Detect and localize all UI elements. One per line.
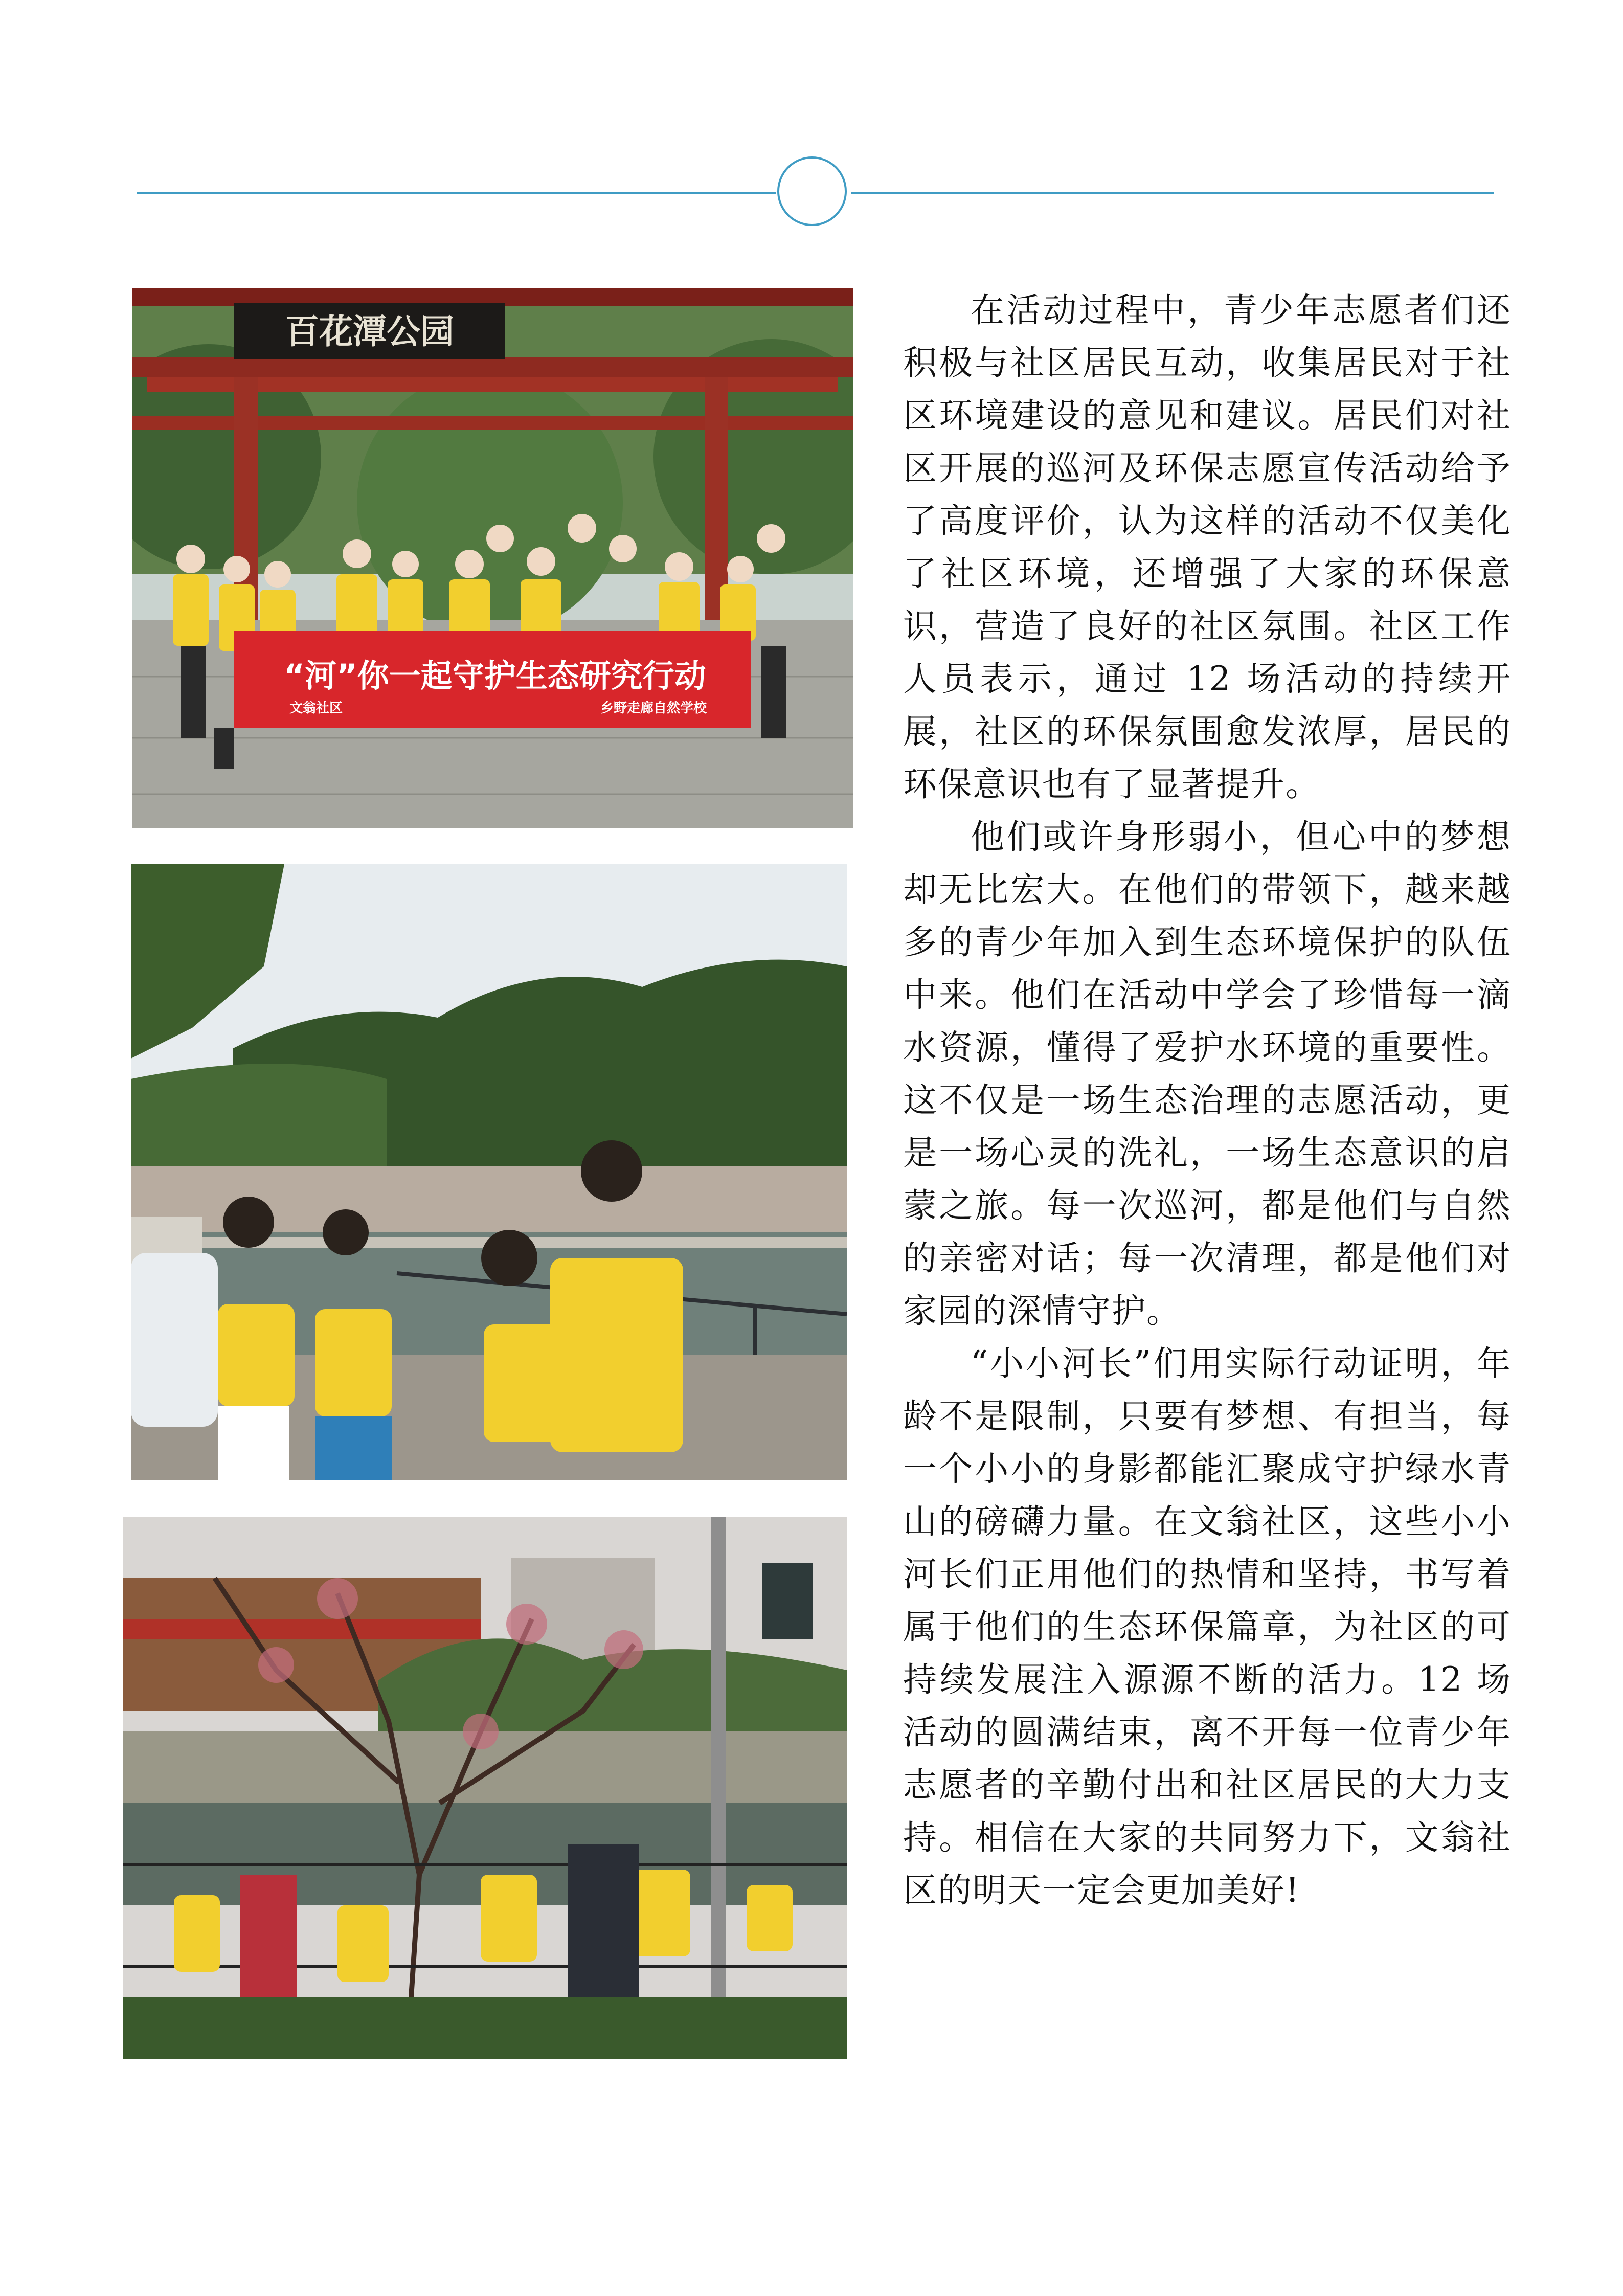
article-paragraph: 在活动过程中，青少年志愿者们还积极与社区居民互动，收集居民对于社区环境建设的意见和建议。居民们对社区开展的巡河及环保志愿宣传活动给予了高度评价，认为这样的活动不仅美化了社区环境，还增强了大家的环保意识，营造了良好的社区氛围。社区工作人员表示，通过 12 场活动的持续开展，社区的环保氛围愈发浓厚，居民的环保意识也有了显著提升。 xyxy=(903,290,1512,804)
banner-main-text: “河”你一起守护生态研究行动 xyxy=(284,657,706,694)
article-text xyxy=(903,284,1512,1917)
header-rule-left xyxy=(137,192,776,194)
park-gate-sign: 百花潭公园 xyxy=(285,312,454,351)
header-circle-ornament xyxy=(777,156,847,226)
article-paragraph: “小小河长”们用实际行动证明，年龄不是限制，只要有梦想、有担当，每一个小小的身影都能汇聚成守护绿水青山的磅礴力量。在文翁社区，这些小小河长们正用他们的热情和坚持，书写着属于他们的生态环保篇章，为社区的可持续发展注入源源不断的活力。12 场活动的圆满结束，离不开每一位青少年志愿者的辛勤付出和社区居民的大力支持。相信在大家的共同努力下，文翁社区的明天一定会更加美好! xyxy=(903,1344,1512,1910)
banner-left-text: 文翁社区 xyxy=(289,701,343,716)
article-paragraph: 他们或许身形弱小，但心中的梦想却无比宏大。在他们的带领下，越来越多的青少年加入到生态环境保护的队伍中来。他们在活动中学会了珍惜每一滴水资源，懂得了爱护水环境的重要性。这不仅是一场生态治理的志愿活动，更是一场心灵的洗礼，一场生态意识的启蒙之旅。每一次巡河，都是他们与自然的亲密对话；每一次清理，都是他们对家园的深情守护。 xyxy=(903,817,1512,1331)
header-rule-right xyxy=(851,192,1494,194)
photo-group-at-riverside-tree xyxy=(123,1517,847,2059)
banner-right-text: 乡野走廊自然学校 xyxy=(600,701,707,716)
photo-children-birdwatching-by-river xyxy=(131,864,847,1480)
photo-group-at-park-gate xyxy=(132,288,853,828)
